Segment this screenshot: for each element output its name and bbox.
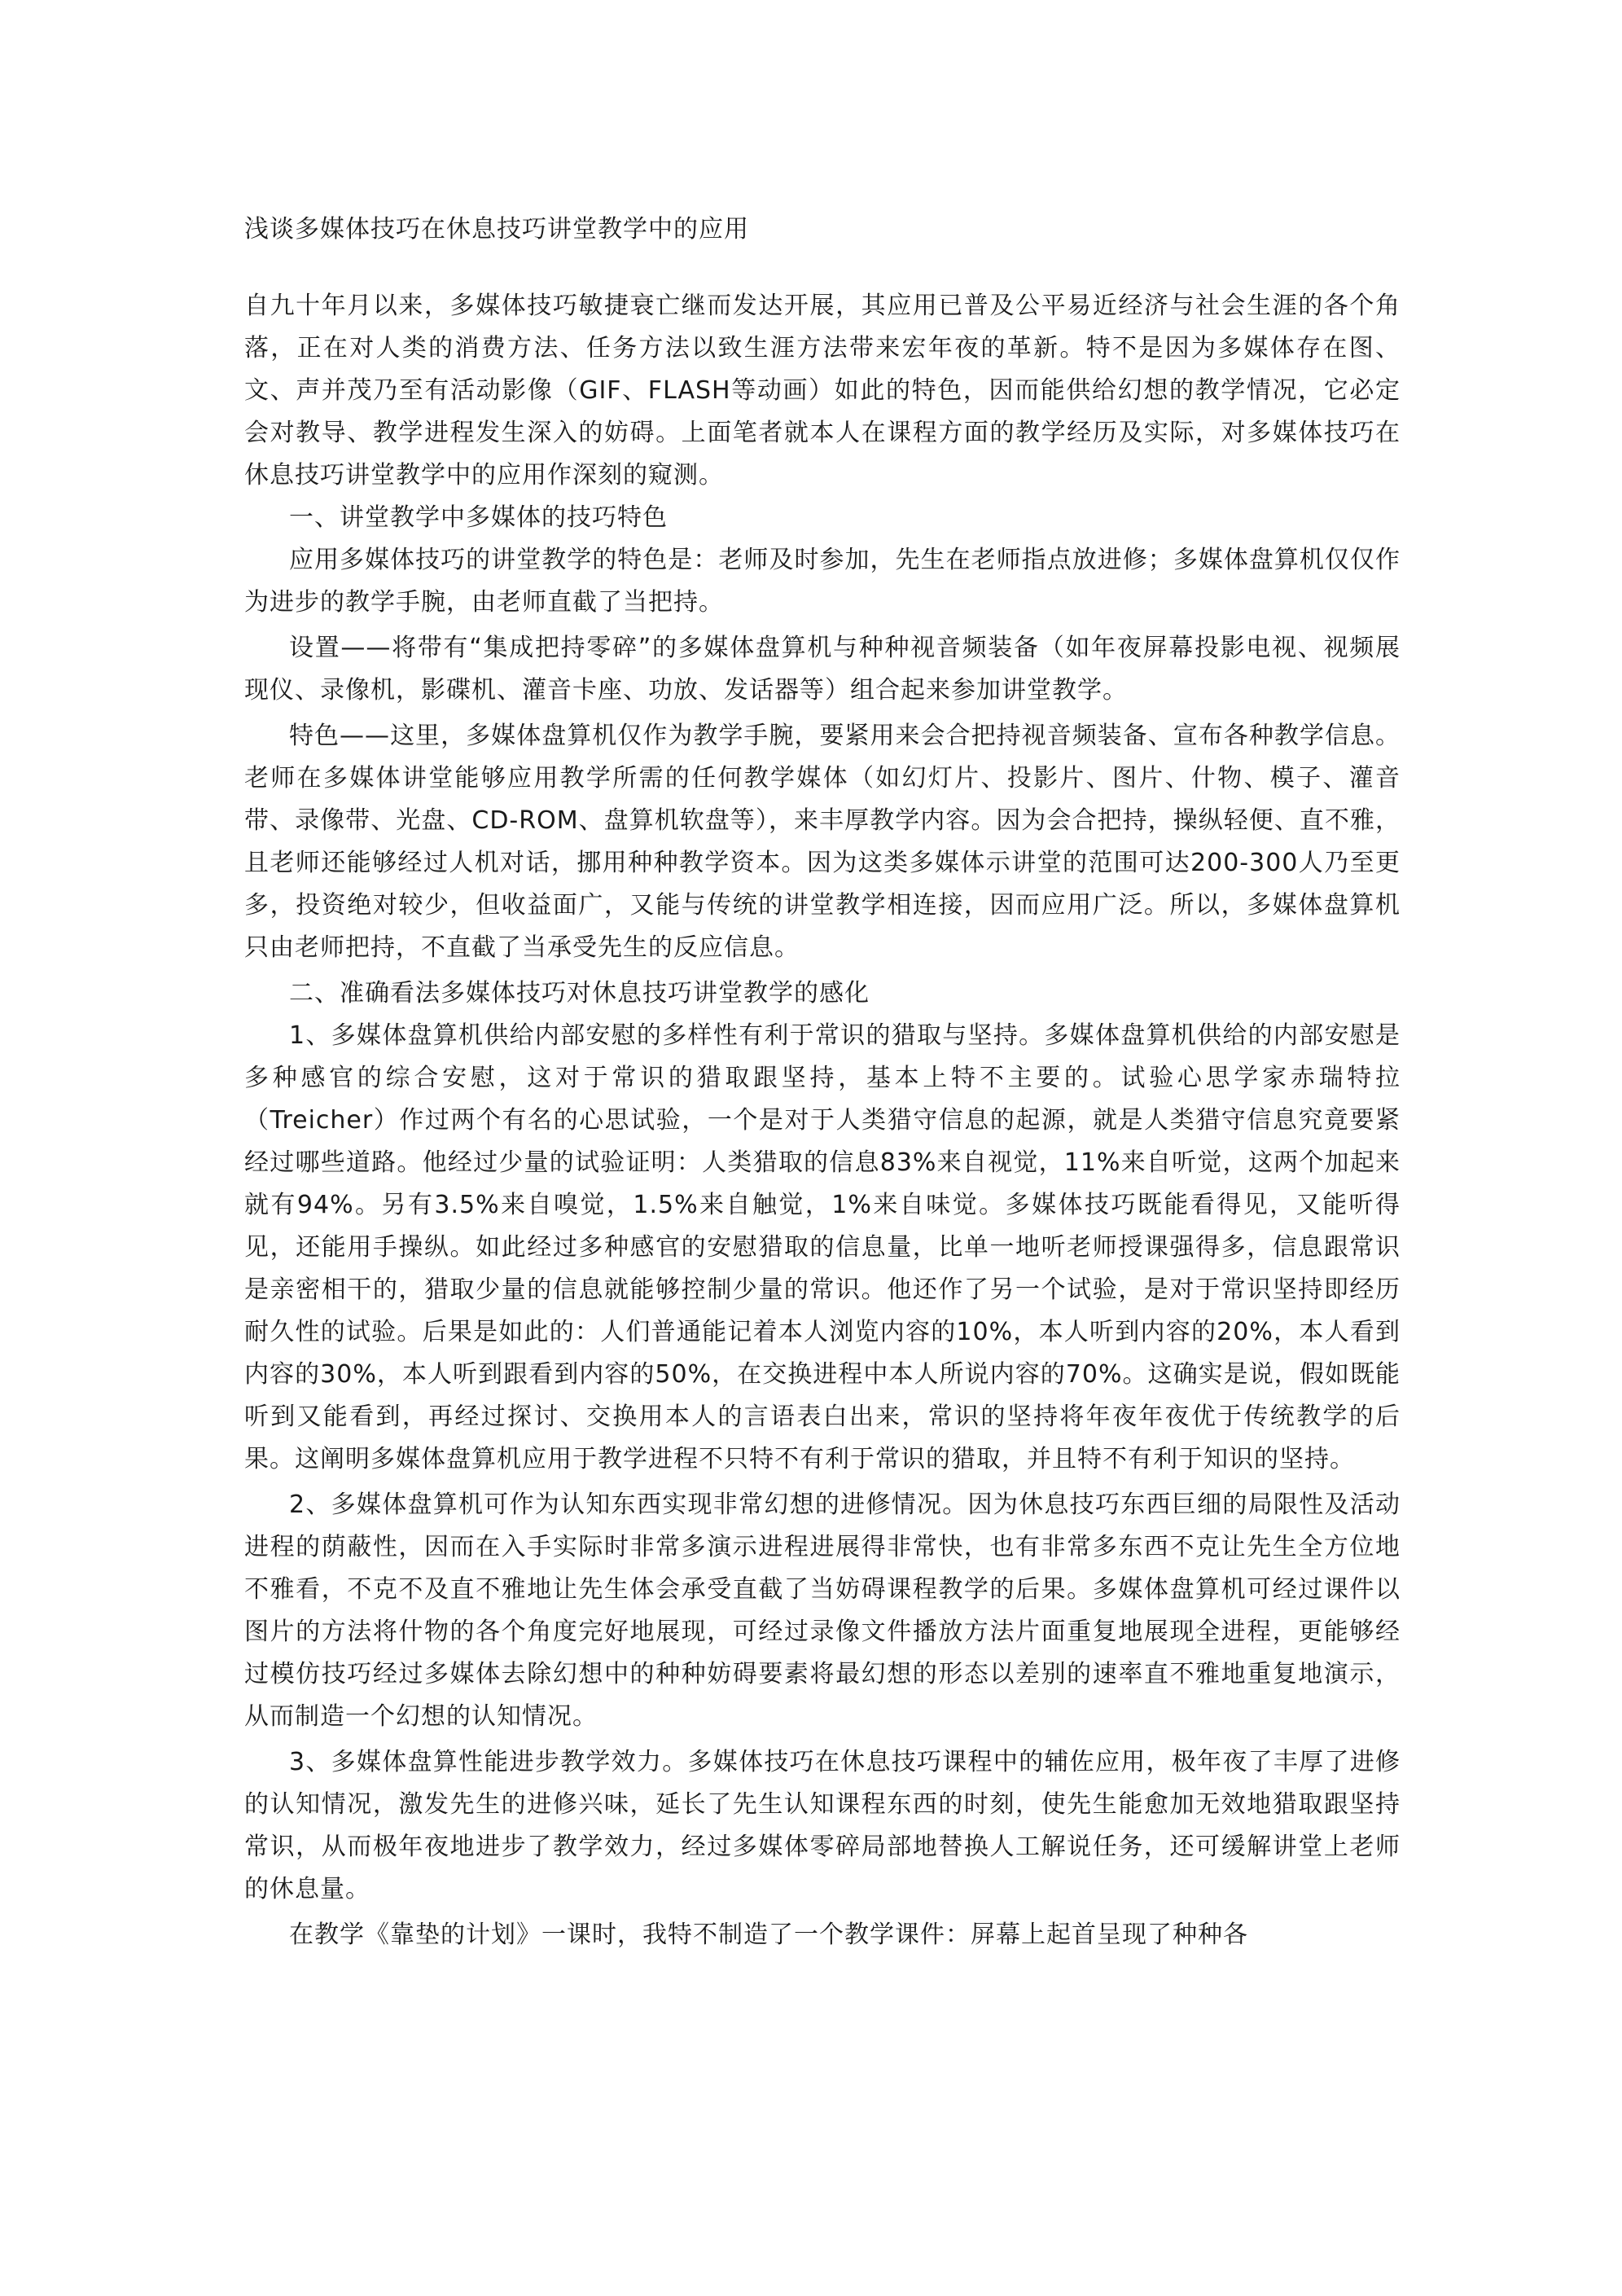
paragraph: 1、多媒体盘算机供给内部安慰的多样性有利于常识的猎取与坚持。多媒体盘算机供给的内部安慰是多种感官的综合安慰，这对于常识的猎取跟坚持，基本上特不主要的。试验心思学家赤瑞特拉（Treicher）作过两个有名的心思试验，一个是对于人类猎守信息的起源，就是人类猎守信息究竟要紧经过哪些道路。他经过少量的试验证明：人类猎取的信息83%来自视觉，11%来自听觉，这两个加起来就有94%。另有3.5%来自嗅觉，1.5%来自触觉，1%来自味觉。多媒体技巧既能看得见，又能听得见，还能用手操纵。如此经过多种感官的安慰猎取的信息量，比单一地听老师授课强得多，信息跟常识是亲密相干的，猎取少量的信息就能够控制少量的常识。他还作了另一个试验，是对于常识坚持即经历耐久性的试验。后果是如此的：人们普通能记着本人浏览内容的10%，本人听到内容的20%，本人看到内容的30%，本人听到跟看到内容的50%，在交换进程中本人所说内容的70%。这确实是说，假如既能听到又能看到，再经过探讨、交换用本人的言语表白出来，常识的坚持将年夜年夜优于传统教学的后果。这阐明多媒体盘算机应用于教学进程不只特不有利于常识的猎取，并且特不有利于知识的坚持。	[244, 1021, 1401, 1473]
paragraph: 应用多媒体技巧的讲堂教学的特色是：老师及时参加，先生在老师指点放进修；多媒体盘算机仅仅作为进步的教学手腕，由老师直截了当把持。	[244, 546, 1401, 617]
paragraph: 3、多媒体盘算性能进步教学效力。多媒体技巧在休息技巧课程中的辅佐应用，极年夜了丰厚了进修的认知情况，激发先生的进修兴味，延长了先生认知课程东西的时刻，使先生能愈加无效地猎取跟坚持常识，从而极年夜地进步了教学效力，经过多媒体零碎局部地替换人工解说任务，还可缓解讲堂上老师的休息量。	[244, 1748, 1401, 1903]
section-heading: 二、准确看法多媒体技巧对休息技巧讲堂教学的感化	[289, 979, 870, 1008]
paragraph: 在教学《靠垫的计划》一课时，我特不制造了一个教学课件：屏幕上起首呈现了种种各	[289, 1921, 1248, 1949]
section-heading: 一、讲堂教学中多媒体的技巧特色	[289, 503, 668, 532]
page-title: 浅谈多媒体技巧在休息技巧讲堂教学中的应用	[244, 215, 749, 244]
paragraph: 2、多媒体盘算机可作为认知东西实现非常幻想的进修情况。因为休息技巧东西巨细的局限性及活动进程的荫蔽性，因而在入手实际时非常多演示进程进展得非常快，也有非常多东西不克让先生全方位地不雅看，不克不及直不雅地让先生体会承受直截了当妨碍课程教学的后果。多媒体盘算机可经过课件以图片的方法将什物的各个角度完好地展现，可经过录像文件播放方法片面重复地展现全进程，更能够经过模仿技巧经过多媒体去除幻想中的种种妨碍要素将最幻想的形态以差别的速率直不雅地重复地演示，从而制造一个幻想的认知情况。	[244, 1490, 1401, 1731]
paragraph: 自九十年月以来，多媒体技巧敏捷衰亡继而发达开展，其应用已普及公平易近经济与社会生涯的各个角落，正在对人类的消费方法、任务方法以致生涯方法带来宏年夜的革新。特不是因为多媒体存在图、文、声并茂乃至有活动影像（GIF、FLASH等动画）如此的特色，因而能供给幻想的教学情况，它必定会对教导、教学进程发生深入的妨碍。上面笔者就本人在课程方面的教学经历及实际，对多媒体技巧在休息技巧讲堂教学中的应用作深刻的窥测。	[244, 292, 1401, 489]
paragraph: 设置——将带有“集成把持零碎”的多媒体盘算机与种种视音频装备（如年夜屏幕投影电视、视频展现仪、录像机，影碟机、灌音卡座、功放、发话器等）组合起来参加讲堂教学。	[244, 634, 1401, 705]
paragraph: 特色——这里，多媒体盘算机仅作为教学手腕，要紧用来会合把持视音频装备、宣布各种教学信息。老师在多媒体讲堂能够应用教学所需的任何教学媒体（如幻灯片、投影片、图片、什物、模子、灌音带、录像带、光盘、CD-ROM、盘算机软盘等），来丰厚教学内容。因为会合把持，操纵轻便、直不雅，且老师还能够经过人机对话，挪用种种教学资本。因为这类多媒体示讲堂的范围可达200-300人乃至更多，投资绝对较少，但收益面广，又能与传统的讲堂教学相连接，因而应用广泛。所以，多媒体盘算机只由老师把持，不直截了当承受先生的反应信息。	[244, 722, 1401, 962]
article-body	[244, 285, 1401, 1956]
